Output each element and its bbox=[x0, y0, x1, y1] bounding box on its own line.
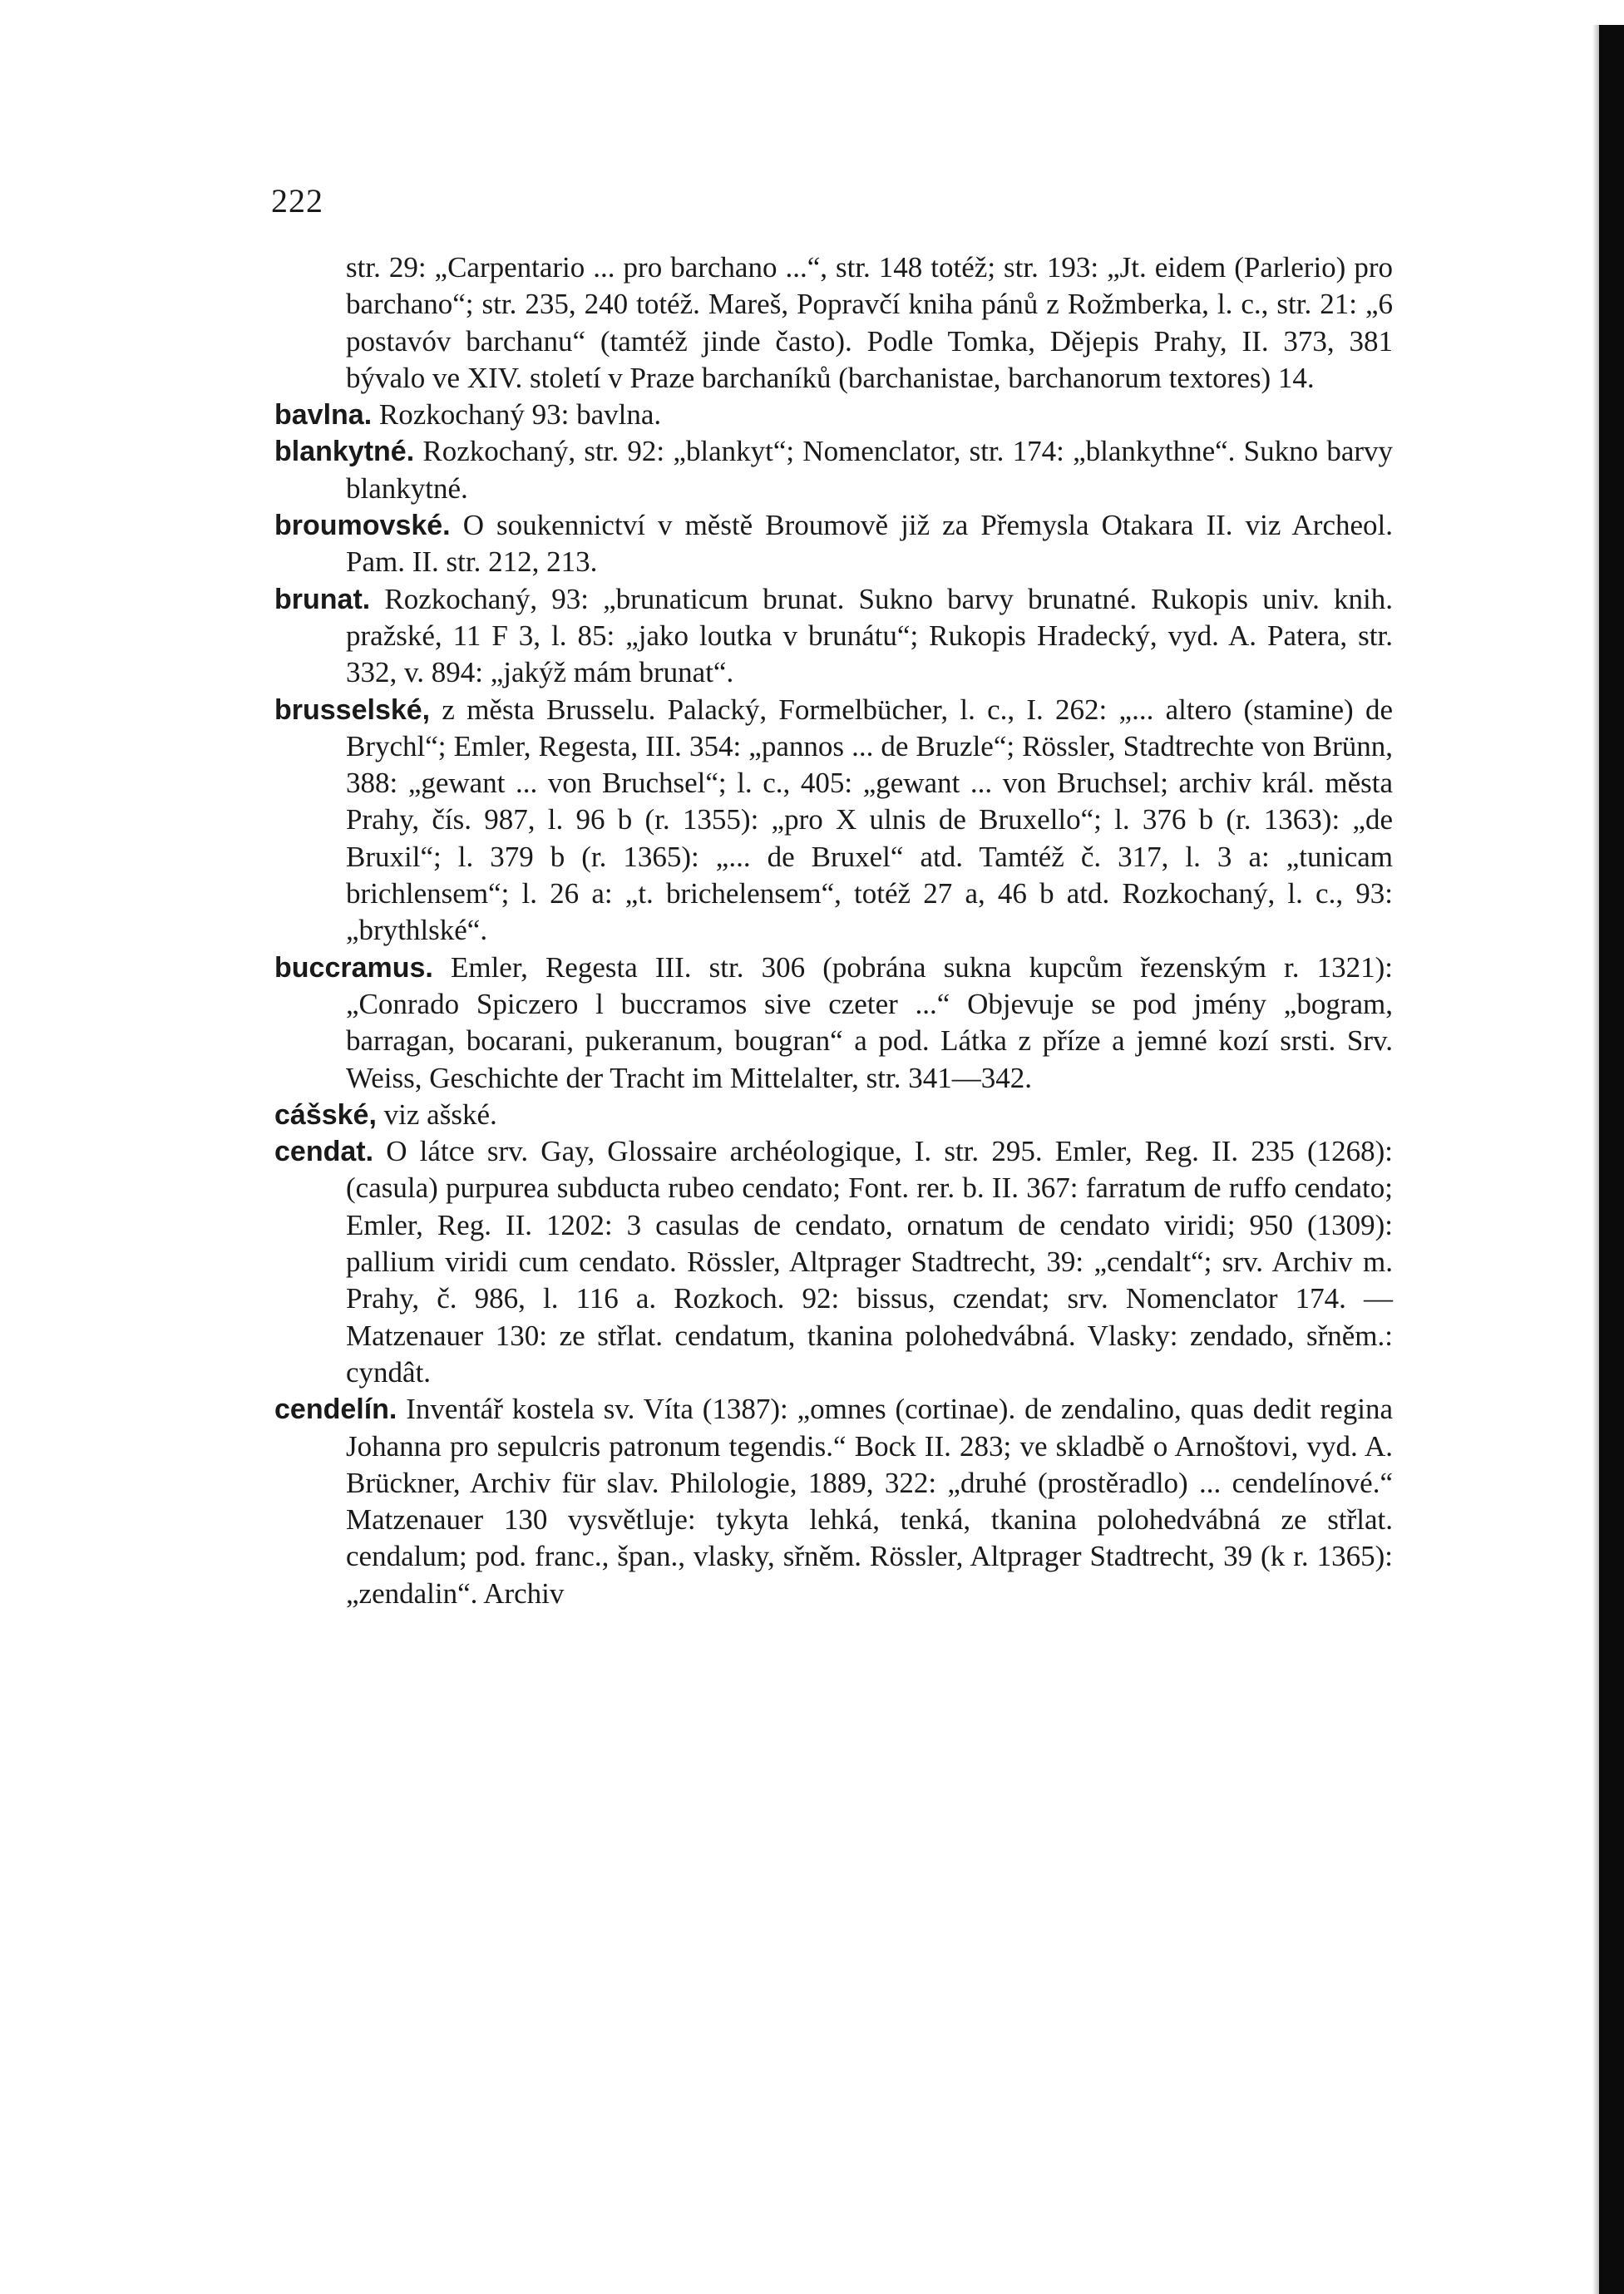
entry-text: Rozkochaný, str. 92: „blankyt“; Nomenclator, str. 174: „blankythne“. Sukno barvy blankytné. bbox=[346, 435, 1394, 505]
entry-text: Rozkochaný, 93: „brunaticum brunat. Sukno barvy brunatné. Rukopis univ. knih. pražské, 11 F 3, l. 85: „jako loutka v brunátu“; Rukopis Hradecký, vyd. A. Patera, str. 332, v. 894: „jakýž mám brunat“. bbox=[346, 582, 1393, 689]
scan-border bbox=[1599, 25, 1624, 2294]
entry-headword: cendat. bbox=[274, 1136, 374, 1168]
entry-continuation bbox=[274, 249, 1393, 397]
entry-blankytne bbox=[274, 433, 1393, 507]
entry-cendelin bbox=[274, 1391, 1393, 1612]
page-number: 222 bbox=[271, 182, 323, 220]
entry-text: Emler, Regesta III. str. 306 (pobrána sukna kupcům řezenským r. 1321): „Conrado Spiczero l buccramos sive czeter ...“ Objevuje se pod jmény „bogram, barragan, bocarani, pukeranum, bougran“ a pod. Látka z příze a jemné kozí srsti. Srv. Weiss, Geschichte der Tracht im Mittelalter, str. 341—342. bbox=[346, 950, 1393, 1094]
entry-bavlna bbox=[274, 397, 1393, 433]
entry-text: Rozkochaný 93: bavlna. bbox=[378, 398, 662, 432]
entry-cendat bbox=[274, 1133, 1393, 1391]
entry-text: O látce srv. Gay, Glossaire archéologique, I. str. 295. Emler, Reg. II. 235 (1268): (casula) purpurea subducta rubeo cendato; Font. rer. b. II. 367: farratum de ruffo cendato; Emler, Reg. II. 1202: 3 casulas de cendato, ornatum de cendato viridi; 950 (1309): pallium viridi cum cendato. Rössler, Altprager Stadtrecht, 39: „cendalt“; srv. Archiv m. Prahy, č. 986, l. 116 a. Rozkoch. 92: bissus, czendat; srv. Nomenclator 174. — Matzenauer 130: ze střlat. cendatum, tkanina polohedvábná. Vlasky: zendado, sřněm.: cyndât. bbox=[346, 1135, 1393, 1389]
entry-headword: bavlna. bbox=[274, 399, 373, 432]
entry-headword: cášské, bbox=[274, 1098, 377, 1131]
entry-headword: broumovské. bbox=[274, 510, 451, 542]
entry-text: Inventář kostela sv. Víta (1387): „omnes (cortinae). de zendalino, quas dedit regina Johanna pro sepulcris patronum tegendis.“ Bock II. 283; ve skladbě o Arnoštovi, vyd. A. Brückner, Archiv für slav. Philologie, 1889, 322: „druhé (prostěradlo) ... cendelínové.“ Matzenauer 130 vysvětluje: tykyta lehká, tenká, tkanina polohedvábná ze střlat. cendalum; pod. franc., špan., vlasky, sřněm. Rössler, Altprager Stadtrecht, 39 (k r. 1365): „zendalin“. Archiv bbox=[346, 1393, 1394, 1610]
entry-headword: blankytné. bbox=[274, 436, 415, 468]
entry-brunat bbox=[274, 581, 1393, 692]
entry-buccramus bbox=[274, 950, 1393, 1097]
entry-headword: buccramus. bbox=[274, 951, 433, 984]
entry-broumovske bbox=[274, 507, 1393, 581]
entry-headword: cendelín. bbox=[274, 1394, 397, 1426]
entry-brusselske bbox=[274, 692, 1393, 950]
entry-headword: brunat. bbox=[274, 583, 371, 615]
entry-headword: brusselské, bbox=[274, 693, 431, 726]
page-body bbox=[274, 249, 1393, 1612]
entry-text: str. 29: „Carpentario ... pro barchano ...“, str. 148 totéž; str. 193: „Jt. eidem (Parlerio) pro barchano“; str. 235, 240 totéž. Mareš, Popravčí kniha pánů z Rožmberka, l. c., str. 21: „6 postavóv barchanu“ (tamtéž jinde často). Podle Tomka, Dějepis Prahy, II. 373, 381 bývalo ve XIV. století v Praze barchaníků (barchanistae, barchanorum textores) 14. bbox=[346, 251, 1393, 394]
entry-text: z města Brusselu. Palacký, Formelbücher, l. c., I. 262: „... altero (stamine) de Brychl“; Emler, Regesta, III. 354: „pannos ... de Bruzle“; Rössler, Stadtrechte von Brünn, 388: „gewant ... von Bruchsel“; l. c., 405: „gewant ... von Bruchsel; archiv král. města Prahy, čís. 987, l. 96 b (r. 1355): „pro X ulnis de Bruxello“; l. 376 b (r. 1363): „de Bruxil“; l. 379 b (r. 1365): „... de Bruxel“ atd. Tamtéž č. 317, l. 3 a: „tunicam brichlensem“; l. 26 a: „t. brichelensem“, totéž 27 a, 46 b atd. Rozkochaný, l. c., 93: „brythlské“. bbox=[346, 693, 1393, 947]
scan-shadow bbox=[1592, 25, 1599, 2294]
entry-casske bbox=[274, 1097, 1393, 1133]
entry-text: viz ašské. bbox=[383, 1098, 497, 1131]
entry-text: O soukennictví v městě Broumově již za Přemysla Otakara II. viz Archeol. Pam. II. str. 212, 213. bbox=[346, 509, 1394, 579]
